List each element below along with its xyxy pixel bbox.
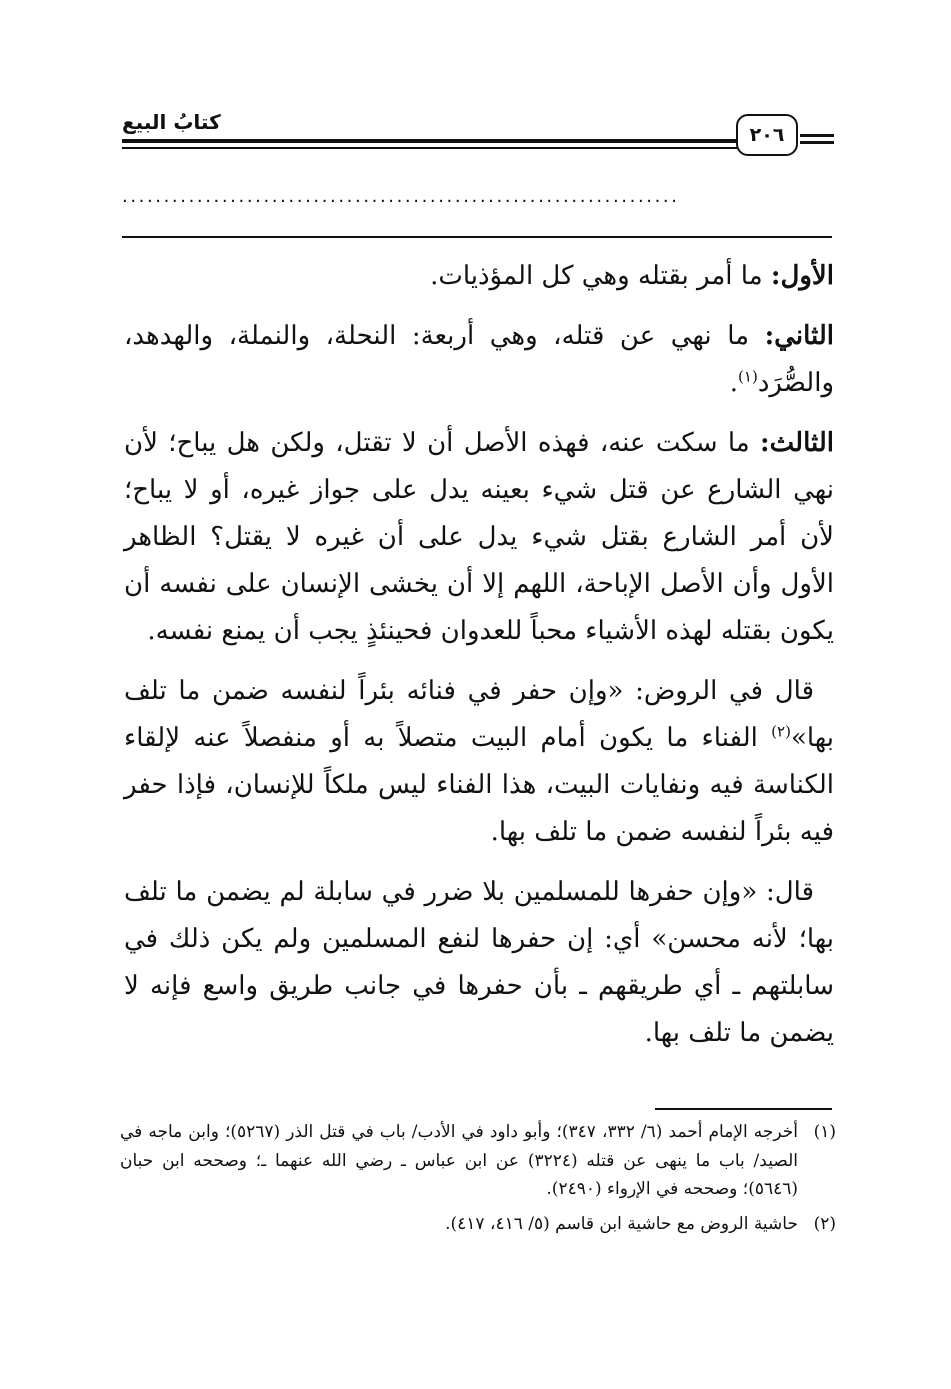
paragraph-third (124, 420, 834, 655)
header-rule-thin (122, 147, 738, 149)
paragraph-text: ما نهي عن قتله، وهي أربعة: النحلة، والنملة، والهدهد، والصُّرَد (124, 321, 834, 398)
paragraph-tail: الفناء ما يكون أمام البيت متصلاً به أو منفصلاً عنه لإلقاء الكناسة فيه ونفايات البيت، هذا الفناء ليس ملكاً للإنسان، فإذا حفر فيه بئراً لنفسه ضمن ما تلف بها. (124, 723, 834, 847)
paragraph-first (124, 253, 834, 300)
footnote (120, 1118, 836, 1204)
paragraph-text: ما سكت عنه، فهذه الأصل أن لا تقتل، ولكن هل يباح؛ لأن نهي الشارع عن قتل شيء بعينه يدل على جواز غيره، أو لا يباح؛ لأن أمر الشارع بقتل شيء يدل على أن غيره لا يقتل؟ الظاهر الأول وأن الأصل الإباحة، اللهم إلا أن يخشى الإنسان على نفسه أن يكون بقتله لهذه الأشياء محباً للعدوان فحينئذٍ يجب أن يمنع نفسه. (124, 428, 834, 646)
paragraph-lead: الأول: (770, 261, 834, 291)
header-rule (122, 139, 738, 143)
separator-rule (122, 236, 832, 238)
page-number: ٢٠٦ (736, 114, 798, 156)
paragraph-text: قال: «وإن حفرها للمسلمين بلا ضرر في سابلة لم يضمن ما تلف بها؛ لأنه محسن» أي: إن حفرها لنفع المسلمين ولم يكن ذلك في سابلتهم ـ أي طريقهم ـ بأن حفرها في جانب طريق واسع فإنه لا يضمن ما تلف بها. (124, 877, 834, 1048)
book-title: كتابُ البيع (122, 110, 221, 134)
paragraph-lead: الثاني: (764, 321, 834, 351)
footnote-ref: (١) (738, 367, 758, 386)
paragraph-second (124, 313, 834, 407)
footnote-number: (١) (813, 1122, 836, 1142)
paragraph-text: قال في الروض: «وإن حفر في فنائه بئراً لنفسه ضمن ما تلف بها» (124, 676, 834, 753)
page-header (122, 108, 834, 158)
footnote-text: حاشية الروض مع حاشية ابن قاسم (٥/ ٤١٦، ٤١٧). (445, 1213, 798, 1234)
header-rule-right (800, 141, 834, 144)
main-text (124, 253, 834, 1070)
paragraph-text: ما أمر بقتله وهي كل المؤذيات. (430, 261, 771, 291)
footnote-rule (655, 1108, 832, 1110)
footnote (120, 1210, 836, 1239)
footnote-text: أخرجه الإمام أحمد (٦/ ٣٣٢، ٣٤٧)؛ وأبو داود في الأدب/ باب في قتل الذر (٥٢٦٧)؛ وابن ماجه في الصيد/ باب ما ينهى عن قتله (٣٢٢٤) عن ابن عباس ـ رضي الله عنهما ـ؛ وصححه ابن حبان (٥٦٤٦)؛ وصححه في الإرواء (٢٤٩٠). (120, 1122, 799, 1199)
paragraph-qal (124, 869, 834, 1057)
paragraph-rawd (124, 668, 834, 856)
paragraph-lead: الثالث: (760, 428, 834, 458)
footnote-number: (٢) (813, 1213, 836, 1234)
dotted-separator: ................................................................... (122, 186, 680, 207)
paragraph-tail: . (729, 368, 739, 398)
footnotes (120, 1118, 836, 1244)
header-rule-right (800, 134, 834, 137)
footnote-ref: (٢) (771, 722, 791, 741)
